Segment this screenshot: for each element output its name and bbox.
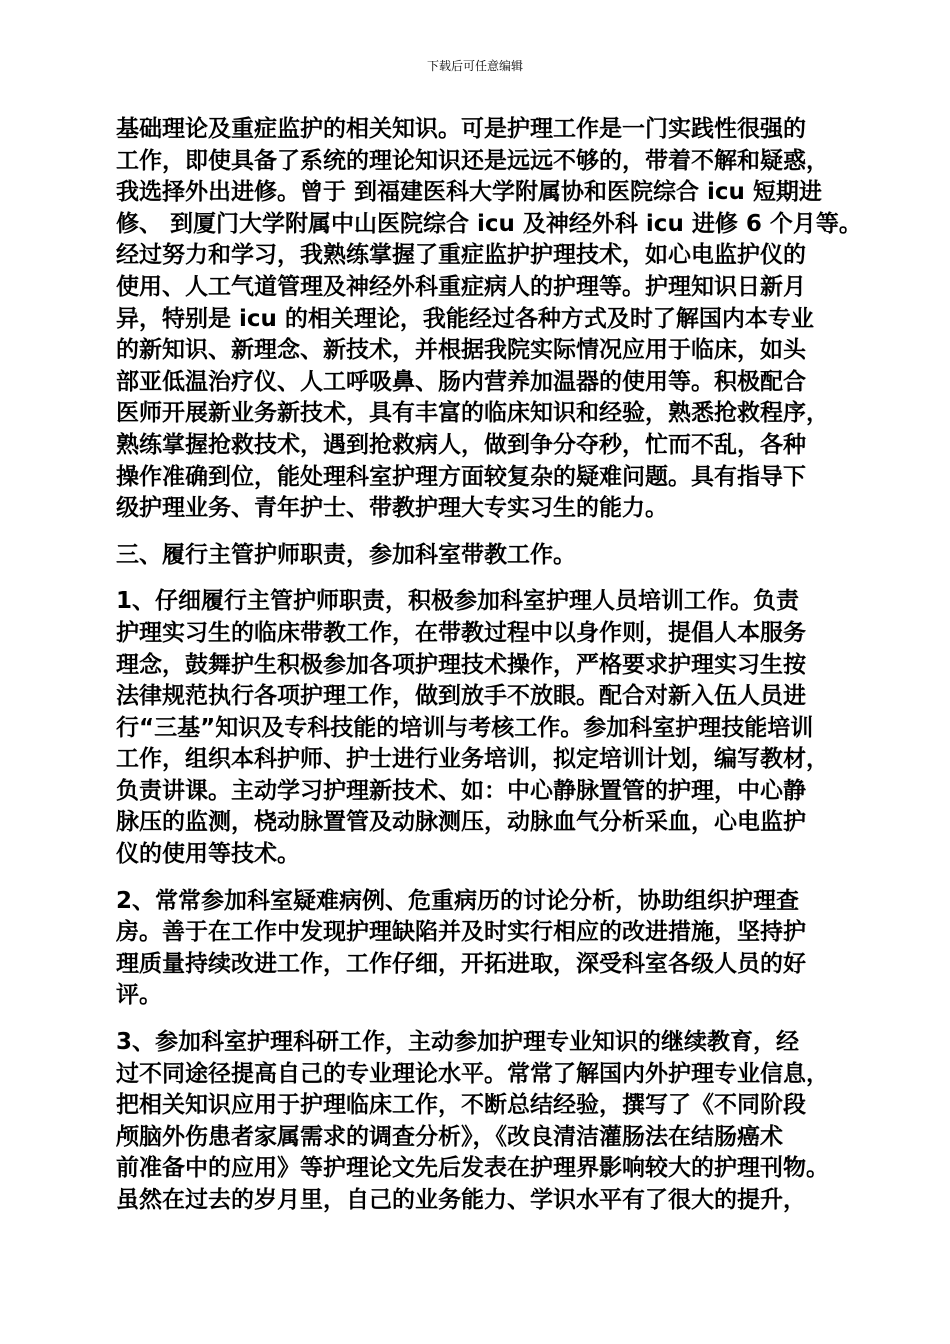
text-line: 基础理论及重症监护的相关知识。可是护理工作是一门实践性很强的 bbox=[116, 116, 806, 142]
text-line: 脉压的监测，桡动脉置管及动脉测压，动脉血气分析采血，心电监护 bbox=[116, 809, 806, 836]
text-line: 过不同途径提高自己的专业理论水平。常常了解国内外护理专业信息， bbox=[116, 1060, 829, 1087]
section-heading bbox=[116, 540, 836, 572]
text-line: 三、履行主管护师职责，参加科室带教工作。 bbox=[116, 541, 576, 568]
text-line: 行“三基”知识及专科技能的培训与考核工作。参加科室护理技能培训 bbox=[116, 714, 814, 741]
text-line: 2、常常参加科室疑难病例、危重病历的讨论分析，协助组织护理查 bbox=[116, 887, 800, 914]
text-line: 工作，即使具备了系统的理论知识还是远远不够的，带着不解和疑惑， bbox=[116, 147, 829, 174]
text-line: 护理实习生的临床带教工作，在带教过程中以身作则，提倡人本服务 bbox=[116, 619, 806, 646]
text-line: 使用、人工气道管理及神经外科重症病人的护理等。护理知识日新月 bbox=[116, 273, 806, 300]
text-line: 仪的使用等技术。 bbox=[116, 841, 300, 868]
text-line: 3、参加科室护理科研工作，主动参加护理专业知识的继续教育，经 bbox=[116, 1029, 800, 1056]
text-line: 工作，组织本科护师、护士进行业务培训，拟定培训计划，编写教材， bbox=[116, 746, 829, 773]
text-line: 医师开展新业务新技术，具有丰富的临床知识和经验，熟悉抢救程序， bbox=[116, 400, 829, 427]
paragraph-item-3 bbox=[116, 1027, 836, 1217]
text-line: 级护理业务、青年护士、带教护理大专实习生的能力。 bbox=[116, 495, 668, 522]
document-body bbox=[116, 114, 862, 1217]
page-header: 下载后可任意编辑 bbox=[426, 59, 523, 73]
text-line: 理质量持续改进工作，工作仔细，开拓进取，深受科室各级人员的好 bbox=[116, 950, 806, 977]
text-line: 颅脑外伤患者家属需求的调查分析》，《改良清洁灌肠法在结肠癌术 bbox=[116, 1123, 783, 1150]
paragraph-intro bbox=[116, 114, 862, 525]
text-line: 我选择外出进修。曾于 到福建医科大学附属协和医院综合 icu 短期进 bbox=[116, 179, 822, 206]
text-line: 理念，鼓舞护生积极参加各项护理技术操作，严格要求护理实习生按 bbox=[116, 651, 806, 678]
text-line: 异，特别是 icu 的相关理论，我能经过各种方式及时了解国内本专业 bbox=[116, 305, 814, 332]
text-line: 法律规范执行各项护理工作，做到放手不放眼。配合对新入伍人员进 bbox=[116, 683, 806, 710]
text-line: 经过努力和学习，我熟练掌握了重症监护护理技术，如心电监护仪的 bbox=[116, 242, 806, 269]
text-line: 熟练掌握抢救技术，遇到抢救病人，做到争分夺秒，忙而不乱，各种 bbox=[116, 431, 806, 458]
text-line: 1、仔细履行主管护师职责，积极参加科室护理人员培训工作。负责 bbox=[116, 588, 800, 615]
text-line: 评。 bbox=[116, 982, 162, 1009]
text-line: 房。善于在工作中发现护理缺陷并及时实行相应的改进措施，坚持护 bbox=[116, 919, 806, 946]
text-line: 操作准确到位，能处理科室护理方面较复杂的疑难问题。具有指导下 bbox=[116, 463, 806, 490]
text-line: 的新知识、新理念、新技术，并根据我院实际情况应用于临床，如头 bbox=[116, 337, 806, 364]
paragraph-item-2 bbox=[116, 886, 836, 1012]
text-line: 前准备中的应用》等护理论文先后发表在护理界影响较大的护理刊物。 bbox=[116, 1155, 829, 1182]
text-line: 把相关知识应用于护理临床工作，不断总结经验，撰写了《不同阶段 bbox=[116, 1092, 806, 1119]
paragraph-item-1 bbox=[116, 586, 836, 870]
text-line: 部亚低温治疗仪、人工呼吸鼻、肠内营养加温器的使用等。积极配合 bbox=[116, 368, 806, 395]
text-line: 负责讲课。主动学习护理新技术、如：中心静脉置管的护理，中心静 bbox=[116, 777, 806, 804]
text-line: 修、 到厦门大学附属中山医院综合 icu 及神经外科 icu 进修 6 个月等。 bbox=[116, 210, 862, 237]
text-line: 虽然在过去的岁月里，自己的业务能力、学识水平有了很大的提升， bbox=[116, 1187, 806, 1213]
